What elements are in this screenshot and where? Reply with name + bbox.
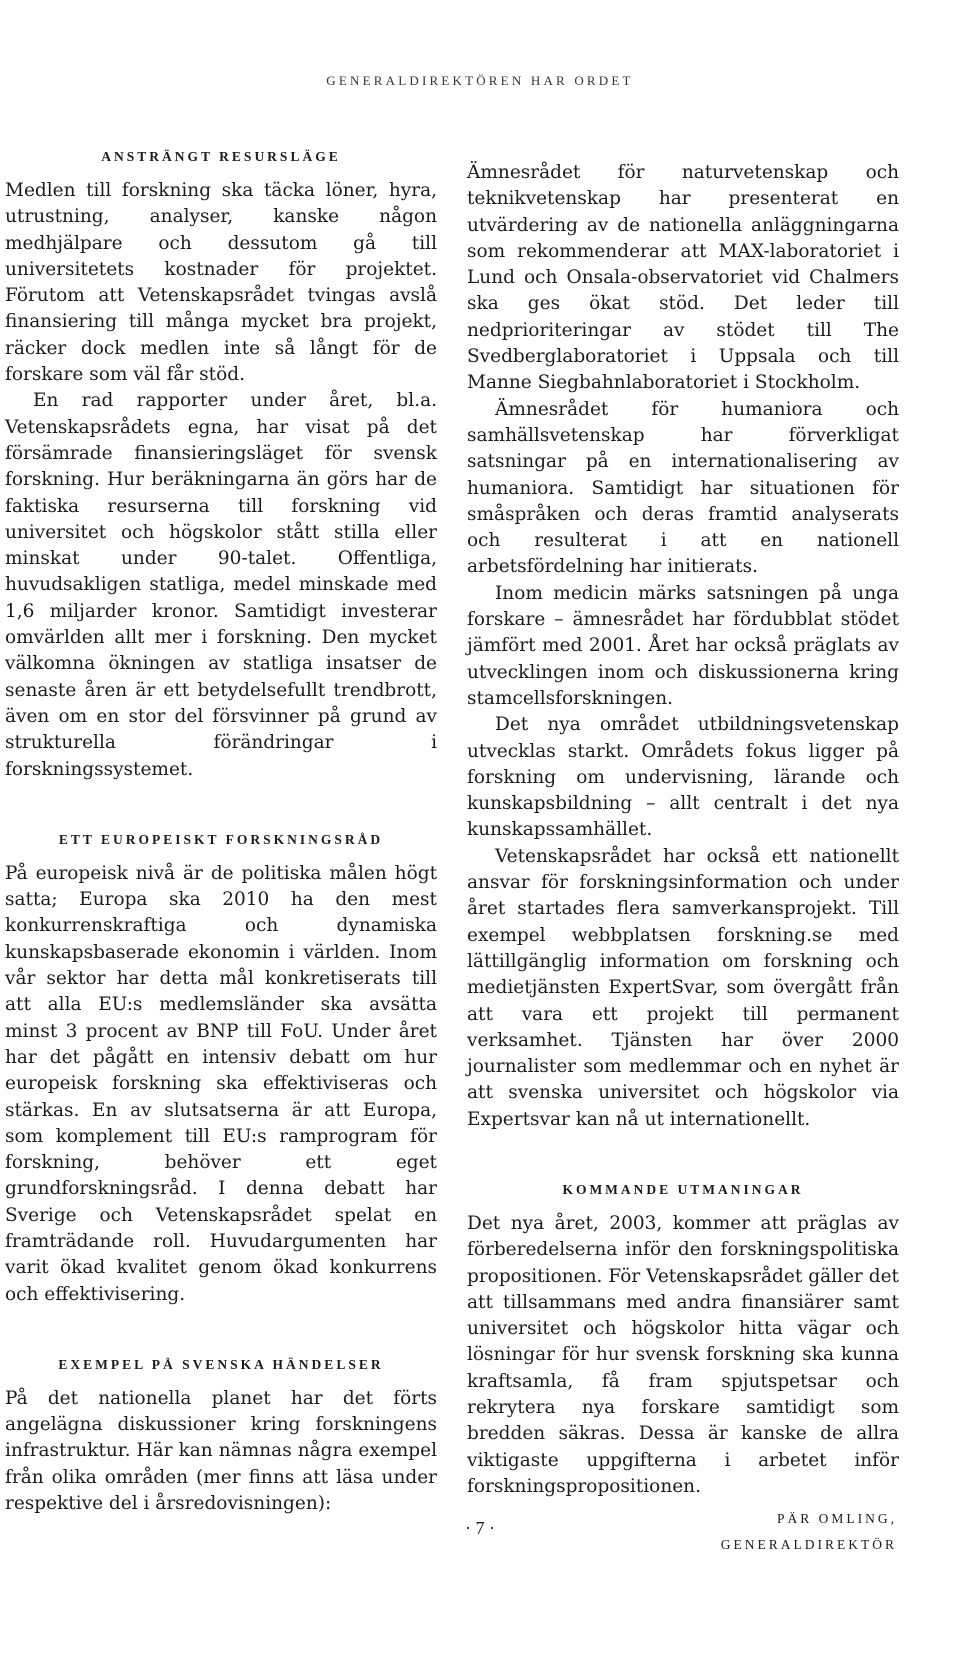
body-paragraph: Medlen till forskning ska täcka löner, hyra, utrustning, analyser, kanske någon medhjälpare och dessutom gå till universitetets kostnader för projektet. Förutom att Vetenskapsrådet tvingas avslå finansiering till många mycket bra projekt, räcker dock medlen inte så långt för de forskare som väl får stöd.	[5, 180, 437, 386]
signature-title: GENERALDIREKTÖR	[720, 1537, 897, 1553]
section-title-europeiskt-forskningsrad: ETT EUROPEISKT FORSKNINGSRÅD	[58, 831, 384, 847]
body-paragraph: Vetenskapsrådet har också ett nationellt ansvar för forskningsinformation och under året startades flera samverkansprojekt. Till exempel webbplatsen forskning.se med lättillgänglig information om forskning och medietjänsten ExpertSvar, som övergått från att vara ett projekt till permanent verksamhet. Tjänsten har över 2000 journalister som medlemmar och en nyhet är att svenska universitet och högskolor via Expertsvar kan nå ut internationellt.	[467, 845, 899, 1130]
left-column	[5, 148, 437, 1517]
section-title-kommande-utmaningar: KOMMANDE UTMANINGAR	[562, 1181, 804, 1197]
body-paragraph: Ämnesrådet för naturvetenskap och teknikvetenskap har presenterat en utvärdering av de nationella anläggningarna som rekommenderar att MAX-laboratoriet i Lund och Onsala-observatoriet vid Chalmers ska ges ökat stöd. Det leder till nedprioriteringar av stödet till The Svedberglaboratoriet i Uppsala och till Manne Siegbahnlaboratoriet i Stockholm.	[467, 162, 899, 394]
section-title-svenska-handelser: EXEMPEL PÅ SVENSKA HÄNDELSER	[58, 1356, 384, 1372]
body-paragraph: Det nya året, 2003, kommer att präglas av förberedelserna inför den forskningspolitiska propositionen. För Vetenskapsrådet gäller det att tillsammans med andra finansiärer samt universitet och högskolor hitta vägar och lösningar för hur svensk forskning ska kunna kraftsamla, få fram spjutspetsar och rekrytera nya forskare samtidigt som bredden säkras. Dessa är kanske de allra viktigaste uppgifterna i arbetet inför forskningspropositionen.	[467, 1212, 899, 1497]
running-head: GENERALDIREKTÖREN HAR ORDET	[326, 73, 634, 88]
section-title-anstrangt-resurslage: ANSTRÄNGT RESURSLÄGE	[101, 149, 341, 164]
signature-name: PÄR OMLING,	[776, 1511, 897, 1527]
body-paragraph: På europeisk nivå är de politiska målen högt satta; Europa ska 2010 ha den mest konkurrenskraftiga och dynamiska kunskapsbaserade ekonomin i världen. Inom vår sektor har detta mål konkretiserats till att alla EU:s medlemsländer ska avsätta minst 3 procent av BNP till FoU. Under året har det pågått en intensiv debatt om hur europeisk forskning ska effektiviseras och stärkas. En av slutsatserna är att Europa, som komplement till EU:s ramprogram för forskning, behöver ett eget grundforskningsråd. I denna debatt har Sverige och Vetenskapsrådet spelat en framträdande roll. Huvudargumenten har varit ökad kvalitet genom ökad konkurrens och effektivisering.	[5, 862, 437, 1305]
body-paragraph: Ämnesrådet för humaniora och samhällsvetenskap har förverkligat satsningar på en internationalisering av humaniora. Samtidigt har situationen för småspråken och deras framtid analyserats och resulterat i att en nationell arbetsfördelning har initierats.	[467, 398, 899, 578]
page-number: · 7 ·	[465, 1518, 495, 1538]
body-paragraph: Inom medicin märks satsningen på unga forskare – ämnesrådet har fördubblat stödet jämfört med 2001. Året har också präglats av utvecklingen inom och diskussionerna kring stamcellsforskningen.	[467, 582, 899, 709]
body-paragraph: På det nationella planet har det förts angelägna diskussioner kring forskningens infrastruktur. Här kan nämnas några exempel från olika områden (mer finns att läsa under respektive del i årsredovisningen):	[5, 1387, 437, 1515]
body-paragraph: Det nya området utbildningsvetenskap utvecklas starkt. Områdets fokus ligger på forskning om undervisning, lärande och kunskapsbildning – allt centralt i det nya kunskapssamhället.	[467, 714, 899, 841]
body-paragraph: En rad rapporter under året, bl.a. Vetenskapsrådets egna, har visat på det försämrade finansieringsläget för svensk forskning. Hur beräkningarna än görs har de faktiska resurserna till forskning vid universitet och högskolor stått stilla eller minskat under 90-talet. Offentliga, huvudsakligen statliga, medel minskade med 1,6 miljarder kronor. Samtidigt investerar omvärlden allt mer i forskning. Den mycket välkomna ökningen av statliga insatser de senaste åren är ett betydelsefullt trendbrott, även om en stor del försvinner på grund av strukturella förändringar i forskningssystemet.	[5, 390, 437, 780]
right-column	[467, 160, 899, 1558]
